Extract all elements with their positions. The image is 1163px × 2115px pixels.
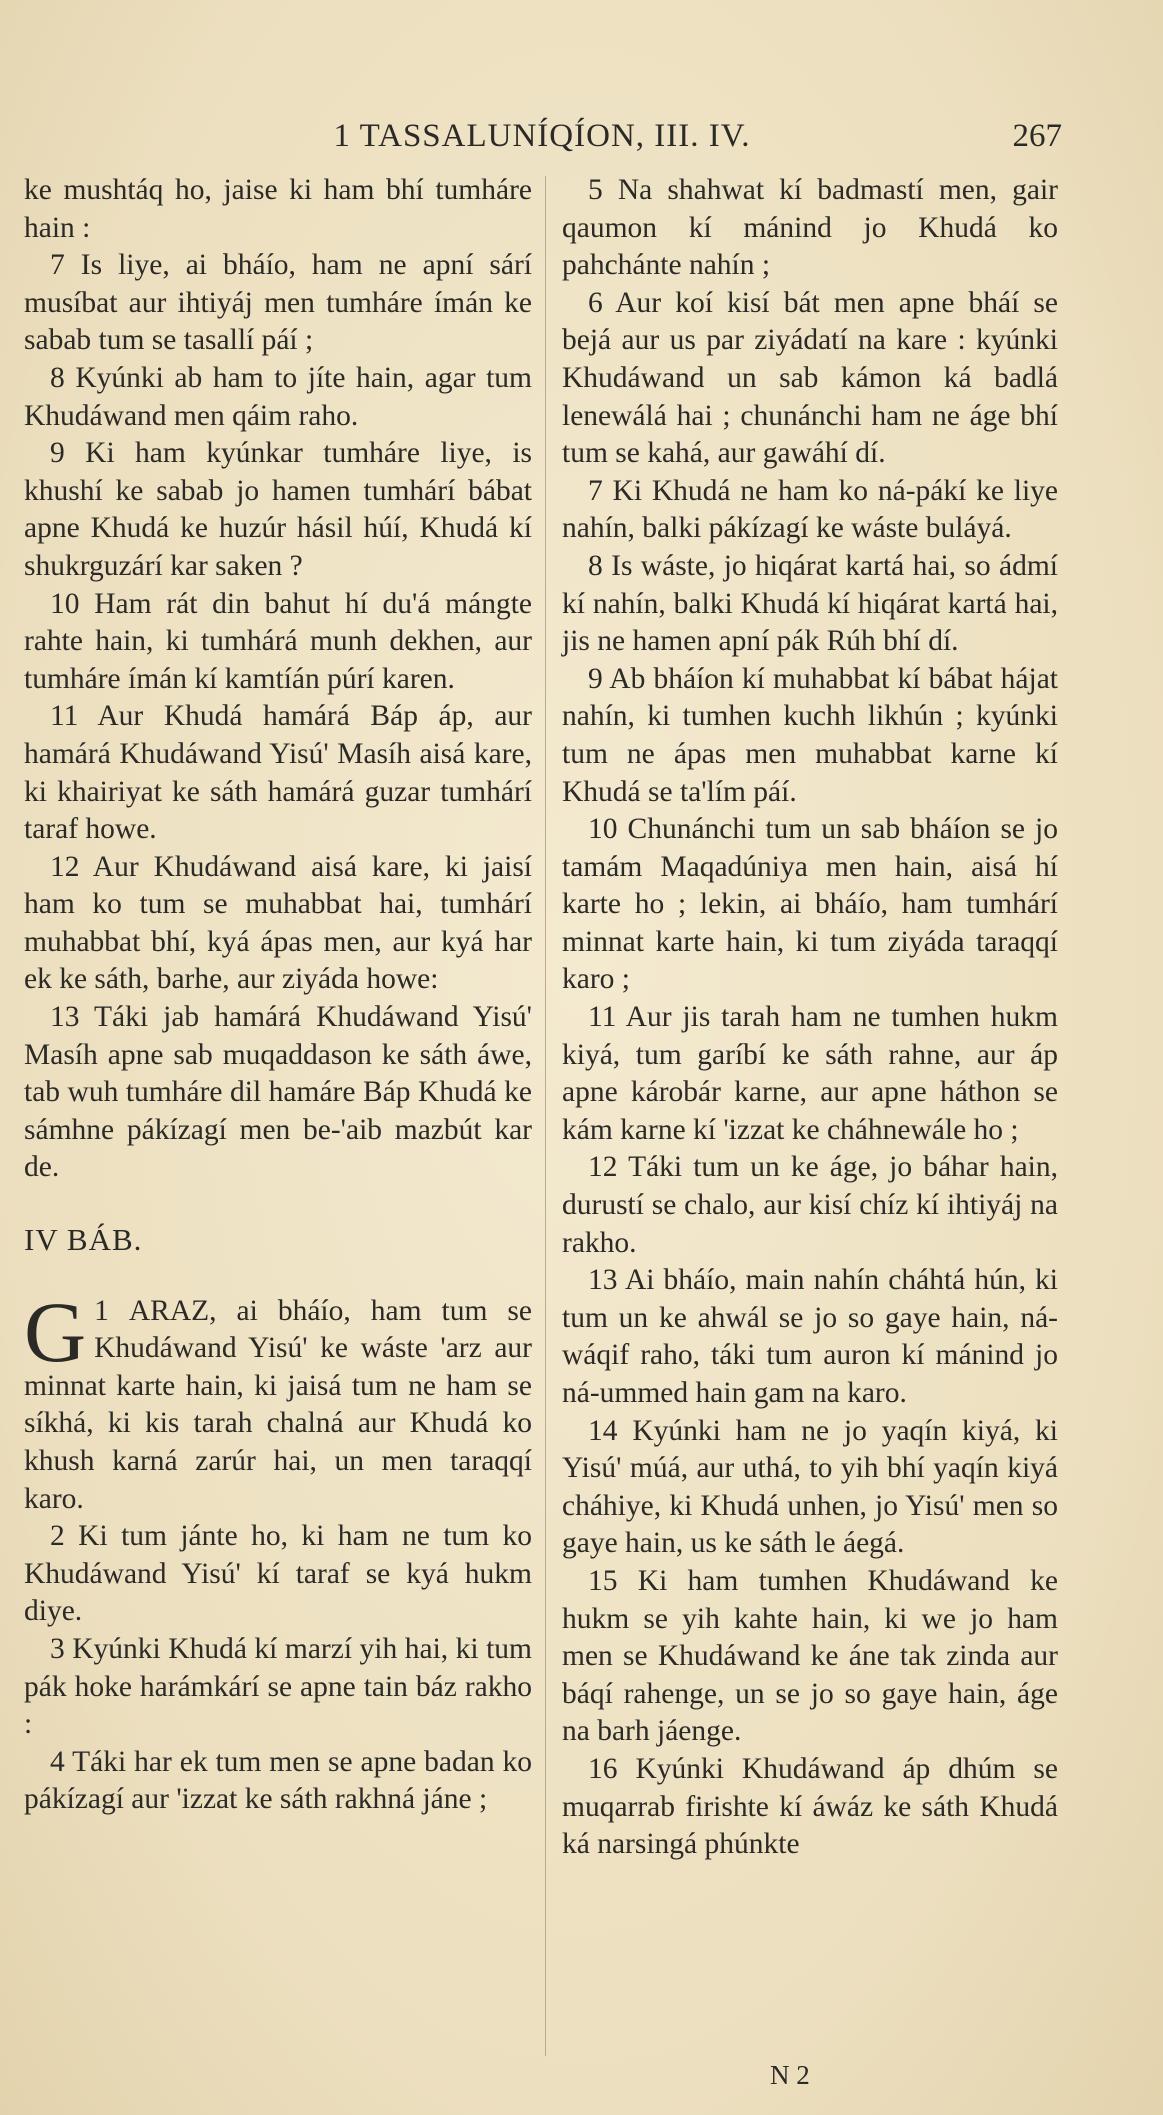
verse-paragraph: 14 Kyúnki ham ne jo yaqín kiyá, ki Yisú' múá, aur uthá, to yih bhí yaqín kiyá cháhiye, ki Khudá unhen, jo Yisú' men so gaye hain, us ke sáth le áegá. <box>562 1414 1058 1560</box>
verse-paragraph: 7 Is liye, ai bháío, ham ne apní sárí musíbat aur ihtiyáj men tumháre ímán ke sabab tum se tasallí páí ; <box>24 249 532 357</box>
verse-paragraph: 11 Aur jis tarah ham ne tumhen hukm kiyá, tum garíbí ke sáth rahne, aur áp apne károbár karne, aur apne háthon se kám karne kí 'izzat ke cháhnewále ho ; <box>562 1001 1058 1146</box>
verse-paragraph: 12 Aur Khudáwand aisá kare, ki jaisí ham ko tum se muhabbat hai, tumhárí muhabbat bhí, kyá ápas men, aur kyá har ek ke sáth, barhe, aur ziyáda howe: <box>24 850 532 996</box>
verse-paragraph: 5 Na shahwat kí badmastí men, gair qaumon kí mánind jo Khudá ko pahchánte nahín ; <box>562 174 1058 282</box>
signature-mark: N 2 <box>770 2060 810 2090</box>
verse-paragraph: 9 Ki ham kyúnkar tumháre liye, is khushí ke sabab jo hamen tumhárí bábat apne Khudá ke huzúr hásil húí, Khudá kí shukrguzárí kar saken ? <box>24 437 532 582</box>
verse-paragraph: 13 Táki jab hamárá Khudáwand Yisú' Masíh apne sab muqaddason ke sáth áwe, tab wuh tumháre dil hamáre Báp Khudá ke sámhne pákízagí men be-'aib mazbút kar de. <box>24 1001 532 1184</box>
page-number: 267 <box>1012 118 1062 154</box>
chapter-opening-verse <box>24 1283 532 1519</box>
verse-paragraph: 3 Kyúnki Khudá kí marzí yih hai, ki tum pák hoke harámkárí se apne tain báz rakho : <box>24 1632 532 1741</box>
verse-paragraph: ke mushtáq ho, jaise ki ham bhí tumháre hain : <box>24 174 532 244</box>
verse-paragraph: 15 Ki ham tumhen Khudáwand ke hukm se yih kahte hain, ki we jo ham men se Khudáwand ke áne tak zinda aur báqí rahenge, un se jo so gaye hain, áge na barh jáenge. <box>562 1564 1058 1748</box>
chapter-heading: IV BÁB. <box>24 1222 143 1258</box>
verse-paragraph: 4 Táki har ek tum men se apne badan ko pákízagí aur 'izzat ke sáth rakhná jáne ; <box>24 1745 532 1816</box>
verse-paragraph: 8 Is wáste, jo hiqárat kartá hai, so ádmí kí nahín, balki Khudá kí hiqárat kartá hai, jis ne hamen apní pák Rúh bhí dí. <box>562 549 1058 658</box>
verse-paragraph: 11 Aur Khudá hamárá Báp áp, aur hamárá Khudáwand Yisú' Masíh aisá kare, ki khairiyat ke sáth hamárá guzar tumhárí taraf howe. <box>24 700 532 846</box>
left-column <box>24 172 532 1819</box>
right-column <box>562 172 1058 1864</box>
verse-paragraph: 10 Chunánchi tum un sab bháíon se jo tamám Maqadúniya men hain, aisá hí karte ho ; lekin, ai bháío, ham tumhárí minnat karte hain, ki tum ziyáda taraqqí karo ; <box>562 813 1058 996</box>
verse-paragraph: 8 Kyúnki ab ham to jíte hain, agar tum Khudáwand men qáim raho. <box>24 361 532 432</box>
verse-paragraph: 9 Ab bháíon kí muhabbat kí bábat hájat nahín, ki tumhen kuchh likhún ; kyúnki tum ne ápas men muhabbat karne kí Khudá se ta'lím páí. <box>562 662 1058 808</box>
verse-paragraph: 7 Ki Khudá ne ham ko ná-pákí ke liye nahín, balki pákízagí ke wáste buláyá. <box>562 474 1058 545</box>
opening-caps: ARAZ, <box>128 1294 217 1327</box>
verse-paragraph: 10 Ham rát din bahut hí du'á mángte rahte hain, ki tumhárá munh dekhen, aur tumháre ímán kí kamtíán púrí karen. <box>24 587 532 695</box>
verse-paragraph: 13 Ai bháío, main nahín cháhtá hún, ki tum un ke ahwál se jo so gaye hain, ná-wáqif raho, táki tum auron kí mánind jo ná-ummed hain gam na karo. <box>562 1264 1058 1409</box>
running-title: 1 TASSALUNÍQÍON, III. IV. <box>333 118 751 154</box>
verse-paragraph: 2 Ki tum jánte ho, ki ham ne tum ko Khudáwand Yisú' kí taraf se kyá hukm diye. <box>24 1520 532 1628</box>
page-header <box>22 118 1062 166</box>
verse-paragraph: 16 Kyúnki Khudáwand áp dhúm se muqarrab firishte kí áwáz ke sáth Khudá ká narsingá phúnkte <box>562 1752 1058 1861</box>
verse-number: 1 <box>94 1294 109 1327</box>
verse-paragraph: 6 Aur koí kisí bát men apne bháí se bejá aur us par ziyádatí na kare : kyúnki Khudáwand un sab kámon ká badlá lenewálá hai ; chunánchi ham ne áge bhí tum se kahá, aur gawáhí dí. <box>562 286 1058 470</box>
opening-verse-text: ai bháío, ham tum se Khudáwand Yisú' ke wáste 'arz aur minnat karte hain, ki jaisá tum ne ham se síkhá, ki kis tarah chalná aur Khudá ko khush karná zarúr hai, un men taraqqí karo. <box>24 1294 532 1515</box>
drop-cap: G <box>24 1283 87 1380</box>
verse-paragraph: 12 Táki tum un ke áge, jo báhar hain, durustí se chalo, aur kisí chíz kí ihtiyáj na rakho. <box>562 1151 1058 1259</box>
column-divider <box>545 176 546 2056</box>
